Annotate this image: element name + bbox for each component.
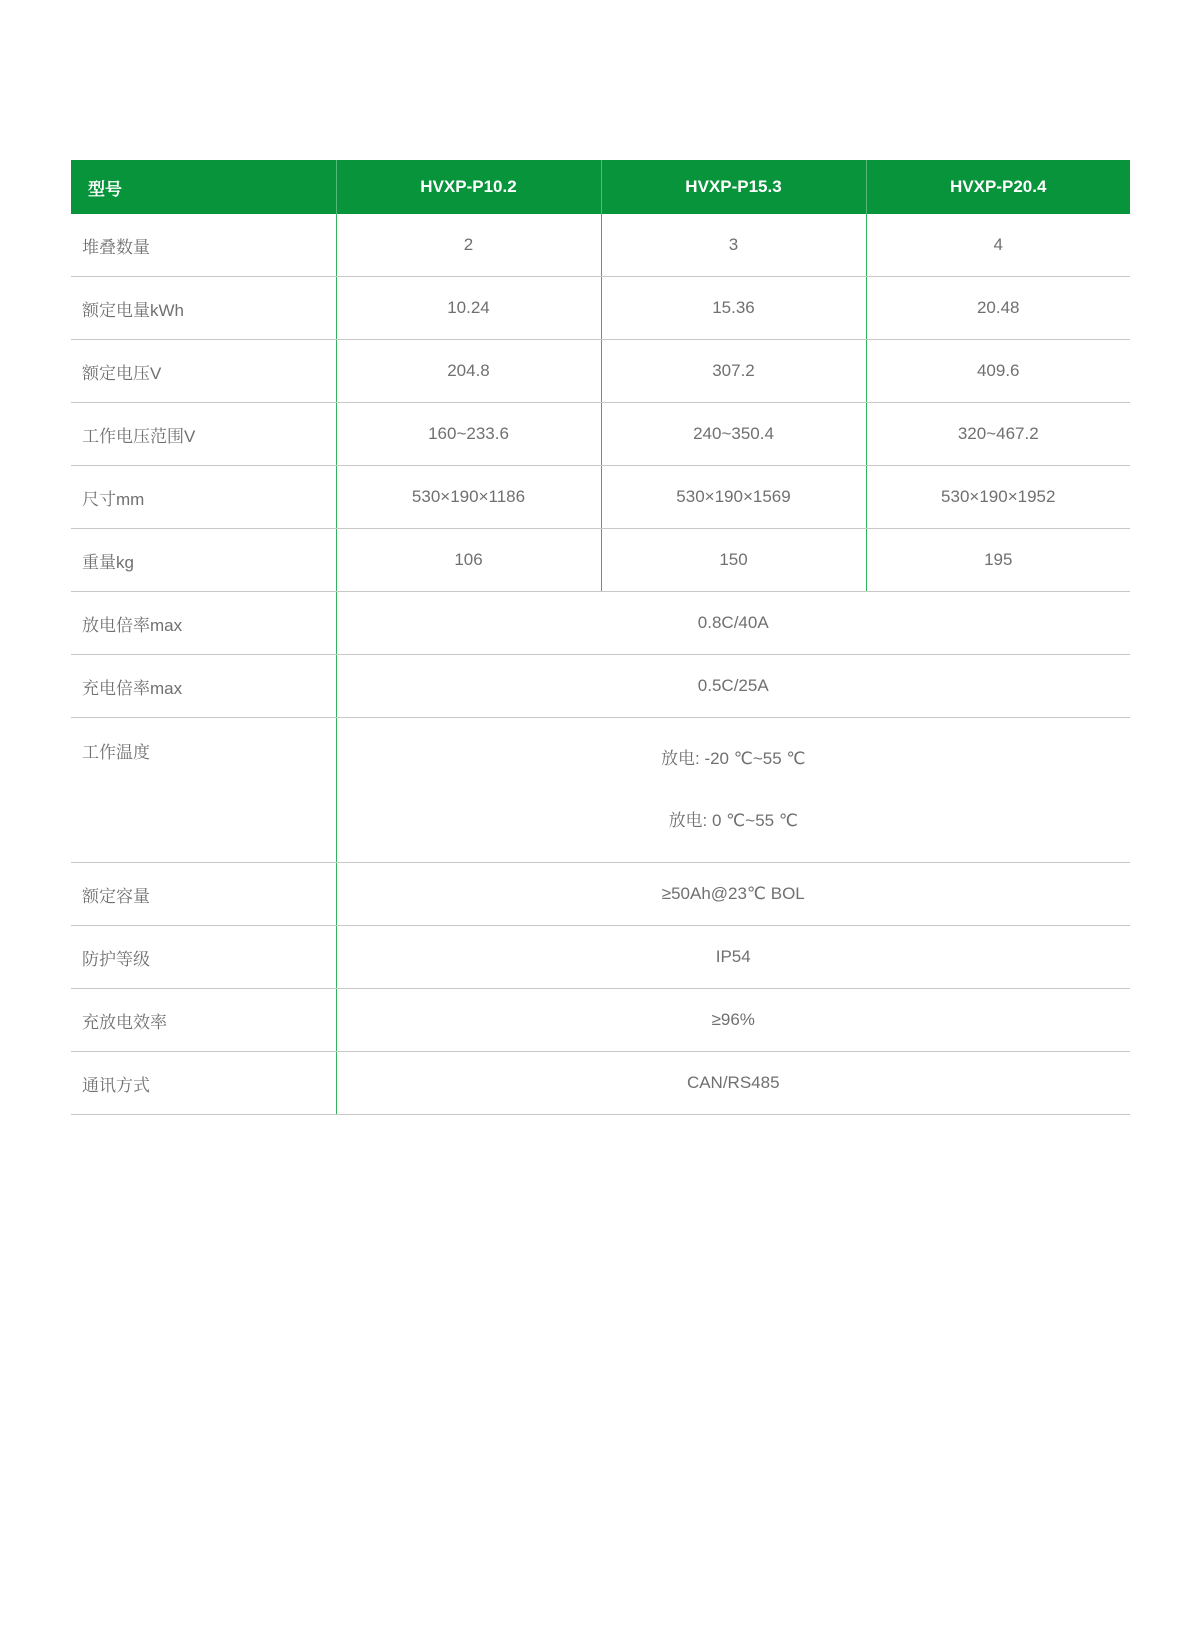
table-row	[71, 466, 1130, 529]
cell-value: 409.6	[866, 340, 1130, 403]
table-row	[71, 926, 1130, 989]
cell-value-shared: 0.5C/25A	[336, 655, 1130, 718]
cell-value: 204.8	[336, 340, 601, 403]
row-label: 工作电压范围V	[71, 403, 336, 466]
header-model: HVXP-P20.4	[866, 160, 1130, 214]
cell-value: 307.2	[601, 340, 866, 403]
cell-value: 195	[866, 529, 1130, 592]
cell-value: 530×190×1952	[866, 466, 1130, 529]
row-label: 额定容量	[71, 863, 336, 926]
cell-value-shared: 0.8C/40A	[336, 592, 1130, 655]
table-row	[71, 1052, 1130, 1115]
cell-value: 4	[866, 214, 1130, 277]
cell-value: 106	[336, 529, 601, 592]
table-row	[71, 592, 1130, 655]
header-model: HVXP-P15.3	[601, 160, 866, 214]
row-label: 通讯方式	[71, 1052, 336, 1115]
cell-value: 15.36	[601, 277, 866, 340]
table-row	[71, 529, 1130, 592]
temperature-values	[336, 718, 1130, 863]
header-row	[71, 160, 1130, 214]
cell-value: 530×190×1569	[601, 466, 866, 529]
table-row	[71, 214, 1130, 277]
header-label: 型号	[71, 160, 336, 214]
cell-value: 530×190×1186	[336, 466, 601, 529]
temperature-line: 放电: -20 ℃~55 ℃	[661, 749, 806, 768]
cell-value: 2	[336, 214, 601, 277]
row-label: 额定电量kWh	[71, 277, 336, 340]
row-label: 充放电效率	[71, 989, 336, 1052]
row-label: 重量kg	[71, 529, 336, 592]
header-model: HVXP-P10.2	[336, 160, 601, 214]
cell-value: 150	[601, 529, 866, 592]
row-label: 尺寸mm	[71, 466, 336, 529]
table-row	[71, 863, 1130, 926]
temperature-line: 放电: 0 ℃~55 ℃	[668, 811, 798, 830]
cell-value-shared: ≥96%	[336, 989, 1130, 1052]
cell-value-shared: CAN/RS485	[336, 1052, 1130, 1115]
spec-table	[71, 160, 1130, 1115]
cell-value: 20.48	[866, 277, 1130, 340]
cell-value: 320~467.2	[866, 403, 1130, 466]
table-row-temperature	[71, 718, 1130, 863]
table-row	[71, 340, 1130, 403]
table-row	[71, 403, 1130, 466]
table-row	[71, 989, 1130, 1052]
row-label: 工作温度	[71, 718, 336, 863]
row-label: 堆叠数量	[71, 214, 336, 277]
row-label: 防护等级	[71, 926, 336, 989]
table-row	[71, 277, 1130, 340]
row-label: 充电倍率max	[71, 655, 336, 718]
row-label: 额定电压V	[71, 340, 336, 403]
cell-value: 240~350.4	[601, 403, 866, 466]
table-row	[71, 655, 1130, 718]
cell-value: 10.24	[336, 277, 601, 340]
row-label: 放电倍率max	[71, 592, 336, 655]
cell-value-shared: ≥50Ah@23℃ BOL	[336, 863, 1130, 926]
cell-value: 3	[601, 214, 866, 277]
cell-value-shared: IP54	[336, 926, 1130, 989]
cell-value: 160~233.6	[336, 403, 601, 466]
